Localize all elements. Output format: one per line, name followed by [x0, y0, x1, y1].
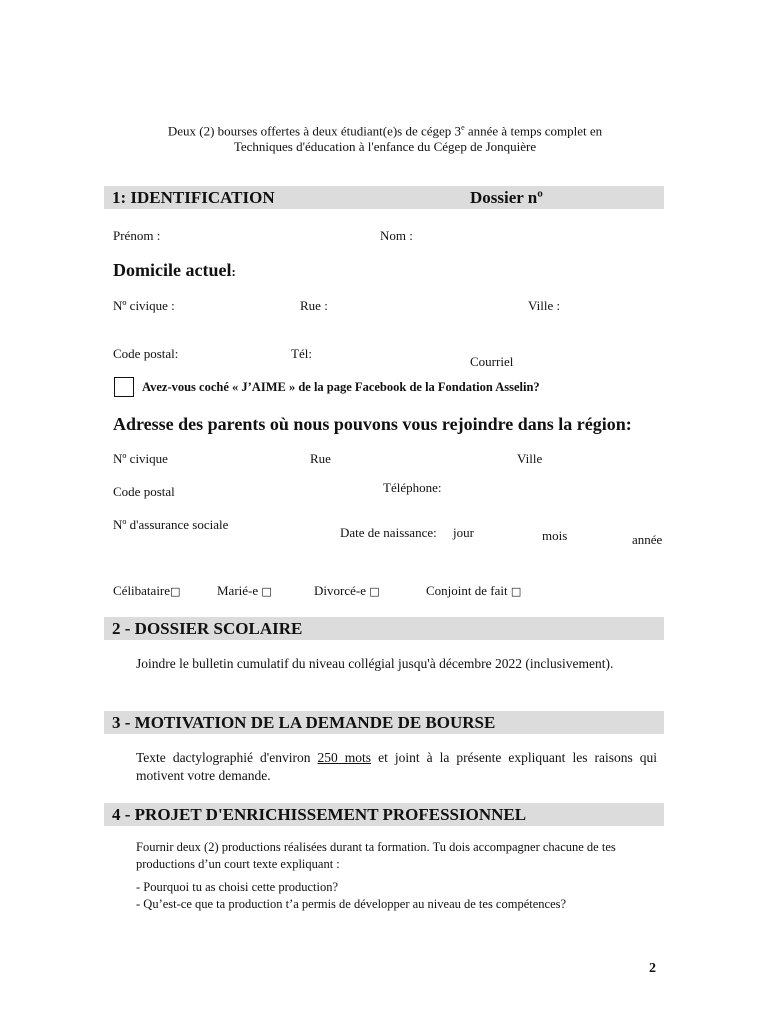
ville-label: Ville :	[528, 298, 561, 313]
section-3-title: 3 - MOTIVATION DE LA DEMANDE DE BOURSE	[112, 713, 496, 732]
tel-label: Tél:	[291, 346, 312, 361]
prenom-label: Prénom :	[113, 228, 161, 243]
section-1-title: 1: IDENTIFICATION	[112, 188, 275, 207]
section-2-title: 2 - DOSSIER SCOLAIRE	[112, 619, 303, 638]
date-naissance-label: Date de naissance:	[340, 525, 437, 540]
nom-label: Nom :	[380, 228, 413, 243]
celibataire-box-icon[interactable]: □	[170, 585, 181, 598]
page-number: 2	[649, 961, 656, 976]
parents-heading: Adresse des parents où nous pouvons vous rejoindre dans la région:	[113, 414, 632, 434]
intro-line-1: Deux (2) bourses offertes à deux étudiant(e)s de cégep 3e année à temps complet en	[167, 123, 603, 139]
parents-telephone-label: Téléphone:	[383, 480, 442, 495]
civique-label: Nº civique :	[113, 298, 175, 313]
dossier-label: Dossier nº	[470, 188, 543, 207]
marie-box-icon[interactable]: □	[261, 585, 272, 598]
parents-civique-label: Nº civique	[113, 451, 168, 466]
section-2-text: Joindre le bulletin cumulatif du niveau collégial jusqu'à décembre 2022 (inclusivement).	[136, 656, 614, 671]
section-4-text: Fournir deux (2) productions réalisées durant ta formation. Tu dois accompagner chacune de tes productions d’un court texte expliquant :	[136, 840, 616, 871]
parents-ville-label: Ville	[517, 451, 543, 466]
status-divorce[interactable]: Divorcé-e □	[314, 583, 380, 598]
rue-label: Rue :	[300, 298, 328, 313]
status-conjoint[interactable]: Conjoint de fait □	[426, 583, 522, 598]
section-3-text: Texte dactylographié d'environ 250 mots et joint à la présente expliquant les raisons qui motivent votre demande.	[136, 750, 657, 783]
status-marie[interactable]: Marié-e □	[217, 583, 272, 598]
nas-label: Nº d'assurance sociale	[113, 517, 229, 532]
annee-label: année	[632, 532, 663, 547]
facebook-question: Avez-vous coché « J’AIME » de la page Facebook de la Fondation Asselin?	[142, 380, 540, 394]
section-2-header	[104, 617, 664, 640]
conjoint-box-icon[interactable]: □	[510, 585, 522, 598]
section-4-question-2: - Qu’est-ce que ta production t’a permis de développer au niveau de tes compétences?	[136, 897, 567, 911]
section-4-question-1: - Pourquoi tu as choisi cette production?	[136, 880, 339, 894]
code-postal-label: Code postal:	[113, 346, 179, 361]
facebook-like-checkbox[interactable]	[114, 377, 134, 397]
section-3-header	[104, 711, 664, 734]
parents-code-postal-label: Code postal	[113, 484, 175, 499]
section-1-header	[104, 186, 664, 209]
divorce-box-icon[interactable]: □	[369, 585, 380, 598]
courriel-label: Courriel	[470, 354, 514, 369]
mois-label: mois	[542, 528, 568, 543]
status-celibataire[interactable]: Célibataire□	[113, 583, 181, 598]
section-4-header	[104, 803, 664, 826]
intro-line-2: Techniques d'éducation à l'enfance du Cégep de Jonquière	[233, 139, 537, 154]
domicile-heading: Domicile actuel:	[113, 260, 236, 280]
jour-label: jour	[453, 525, 474, 540]
parents-rue-label: Rue	[310, 451, 331, 466]
section-4-title: 4 - PROJET D'ENRICHISSEMENT PROFESSIONNEL	[112, 805, 527, 824]
